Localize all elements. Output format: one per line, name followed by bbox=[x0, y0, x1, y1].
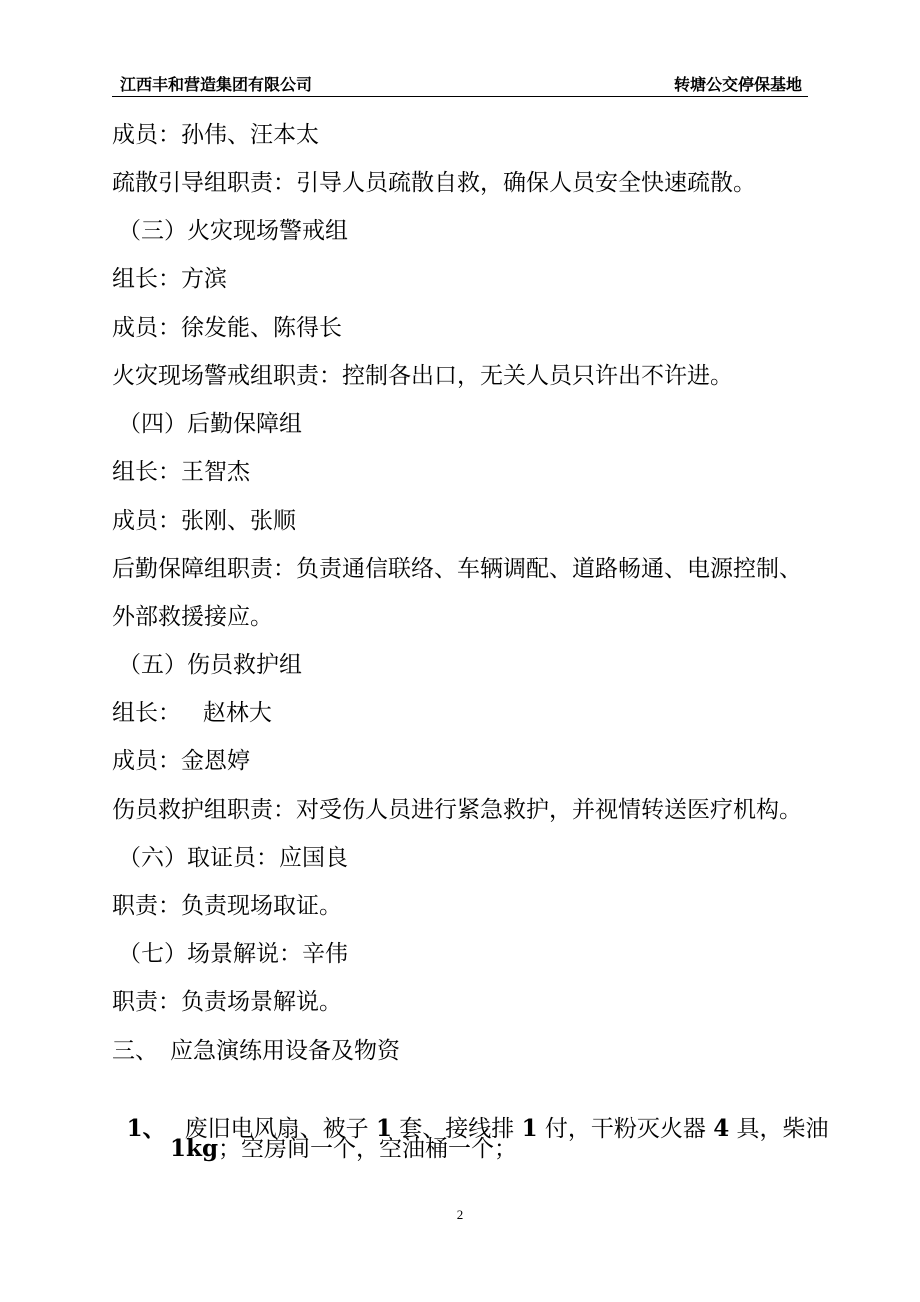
item-value: 1 bbox=[375, 1115, 392, 1142]
section-number: 三、 bbox=[112, 1038, 158, 1064]
page-header bbox=[112, 66, 808, 97]
subsection-heading: （六）取证员：应国良 bbox=[118, 845, 348, 871]
text-line: 成员：孙伟、汪本太 bbox=[112, 122, 319, 148]
item-text: 套、接线排 bbox=[391, 1116, 522, 1142]
text-line: 职责：负责现场取证。 bbox=[112, 893, 342, 919]
header-project: 转塘公交停保基地 bbox=[673, 75, 802, 94]
text-line: 外部救援接应。 bbox=[112, 604, 273, 630]
item-text: 付，干粉灭火器 bbox=[537, 1116, 714, 1142]
item-text: 废旧电风扇、被子 bbox=[184, 1116, 376, 1142]
text-line: 疏散引导组职责：引导人员疏散自救，确保人员安全快速疏散。 bbox=[112, 170, 756, 196]
subsection-heading: （七）场景解说：辛伟 bbox=[118, 941, 348, 967]
item-text: ；空房间一个，空油桶一个； bbox=[218, 1136, 518, 1162]
text-line: 火灾现场警戒组职责：控制各出口，无关人员只许出不许进。 bbox=[112, 363, 733, 389]
text-line: 组长：方滨 bbox=[112, 266, 227, 292]
page-number: 2 bbox=[456, 1207, 464, 1222]
text-line: 后勤保障组职责：负责通信联络、车辆调配、道路畅通、电源控制、 bbox=[112, 556, 802, 582]
header-company: 江西丰和营造集团有限公司 bbox=[120, 75, 313, 94]
subsection-heading: （五）伤员救护组 bbox=[118, 652, 302, 678]
text-line: 伤员救护组职责：对受伤人员进行紧急救护，并视情转送医疗机构。 bbox=[112, 797, 802, 823]
text-line: 组长： 赵林大 bbox=[112, 700, 272, 726]
text-line: 组长：王智杰 bbox=[112, 459, 250, 485]
text-line: 成员：徐发能、陈得长 bbox=[112, 315, 342, 341]
text-line: 成员：金恩婷 bbox=[112, 748, 250, 774]
item-value: 1kg bbox=[170, 1135, 219, 1162]
subsection-heading: （三）火灾现场警戒组 bbox=[118, 218, 348, 244]
text-line: 成员：张刚、张顺 bbox=[112, 508, 296, 534]
item-value: 1 bbox=[521, 1115, 538, 1142]
item-number: 1、 bbox=[126, 1115, 166, 1142]
section-heading bbox=[112, 1036, 400, 1066]
subsection-heading: （四）后勤保障组 bbox=[118, 411, 302, 437]
list-item-continuation bbox=[170, 1134, 517, 1164]
item-value: 4 bbox=[713, 1115, 730, 1142]
section-title: 应急演练用设备及物资 bbox=[170, 1038, 400, 1064]
text-line: 职责：负责场景解说。 bbox=[112, 989, 342, 1015]
item-text: 具，柴油 bbox=[729, 1116, 829, 1142]
